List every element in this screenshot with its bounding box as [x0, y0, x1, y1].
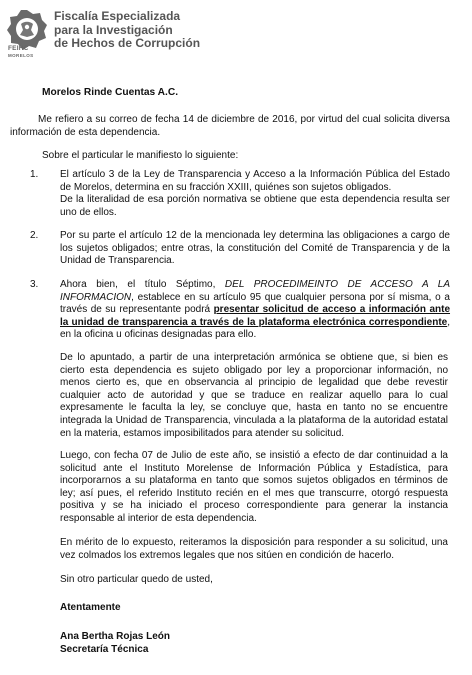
list-item-body	[60, 279, 450, 342]
intro-paragraph: Me refiero a su correo de fecha 14 de diciembre de 2016, por virtud del cual solicita diversa información de esta dependencia.	[10, 114, 450, 138]
lead-paragraph: Sobre el particular le manifiesto lo siguiente:	[42, 150, 239, 161]
paragraph-apuntado: De lo apuntado, a partir de una interpretación armónica se obtiene que, si bien es cierto esta dependencia es sujeto obligado por ley a proporcionar información, no menos cierto es, que en observancia al principio de legalidad que debe revestir cualquier acto de autoridad y que se traduce en realizar aquello para lo cual expresamente le faculta la ley, se concluye que, hasta en tanto no se encuentre integrada la Unidad de Transparencia, vinculada a la plataforma de la autoridad estatal en la materia, estamos imposibilitados para atender su solicitud.	[60, 352, 448, 439]
underlined-emphasis: presentar solicitud de acceso a información ante la unidad de transparencia a través de la plataforma electrónica correspondiente	[60, 304, 451, 328]
paragraph-merito: En mérito de lo expuesto, reiteramos la disposición para responder a su solicitud, una vez colmados los extremos legales que nos sitúen en condición de hacerlo.	[60, 537, 448, 561]
logo-subtext: MORELOS	[8, 53, 34, 58]
logo-text: FEIHC	[8, 45, 29, 52]
org-name-line-3: de Hechos de Corrupción	[54, 36, 201, 50]
list-item-number: 1.	[30, 169, 39, 180]
list-item-text: Por su parte el artículo 12 de la mencionada ley determina las obligaciones a cargo de los sujetos obligados; entre otras, la constitución del Comité de Transparencia y de la Unidad de Transparencia.	[60, 230, 450, 267]
list-item-text	[60, 279, 450, 342]
list-item-number: 2.	[30, 230, 39, 241]
signer-name: Ana Bertha Rojas León	[60, 631, 171, 642]
org-name-line-2: para la Investigación	[54, 22, 173, 37]
org-name-line-1: Fiscalía Especializada	[54, 9, 181, 23]
regards: Atentamente	[60, 602, 121, 613]
list-item-number: 3.	[30, 279, 39, 290]
text-segment: Ahora bien, el título Séptimo,	[60, 279, 225, 290]
list-item-body	[60, 169, 450, 219]
text-segment: , establece en su artículo 95 que cualquier persona por sí misma, o a través de su representante podrá	[60, 291, 450, 316]
addressee: Morelos Rinde Cuentas A.C.	[42, 87, 179, 98]
text-segment: , en la oficina u oficinas designadas para ello.	[60, 316, 450, 341]
signer-title: Secretaría Técnica	[60, 644, 149, 655]
closing-line: Sin otro particular quedo de usted,	[60, 574, 213, 585]
logo-caption	[8, 45, 34, 59]
list-item-text: El artículo 3 de la Ley de Transparencia y Acceso a la Información Pública del Estado de Morelos, determina en su fracción XXIII, quiénes son sujetos obligados.	[60, 169, 450, 193]
italic-title: DEL PROCEDIMEINTO DE ACCESO A LA INFORMACION	[60, 279, 450, 303]
list-item-body	[60, 230, 450, 268]
paragraph-luego: Luego, con fecha 07 de Julio de este año, se insistió a efecto de dar continuidad a la solicitud ante el Instituto Morelense de Información Pública y Estadística, para incorporarnos a su plataforma en tanto que somos sujetos obligados en términos de ley; así pues, el referido Instituto recién en el mes que transcurre, otorgó respuesta positiva y se ha iniciado el proceso correspondiente para generar la instancia responsable al interior de esta dependencia.	[60, 450, 448, 524]
organization-name	[54, 10, 224, 51]
list-item-text-2: De la literalidad de esa porción normativa se obtiene que esta dependencia resulta ser uno de ellos.	[60, 194, 450, 218]
